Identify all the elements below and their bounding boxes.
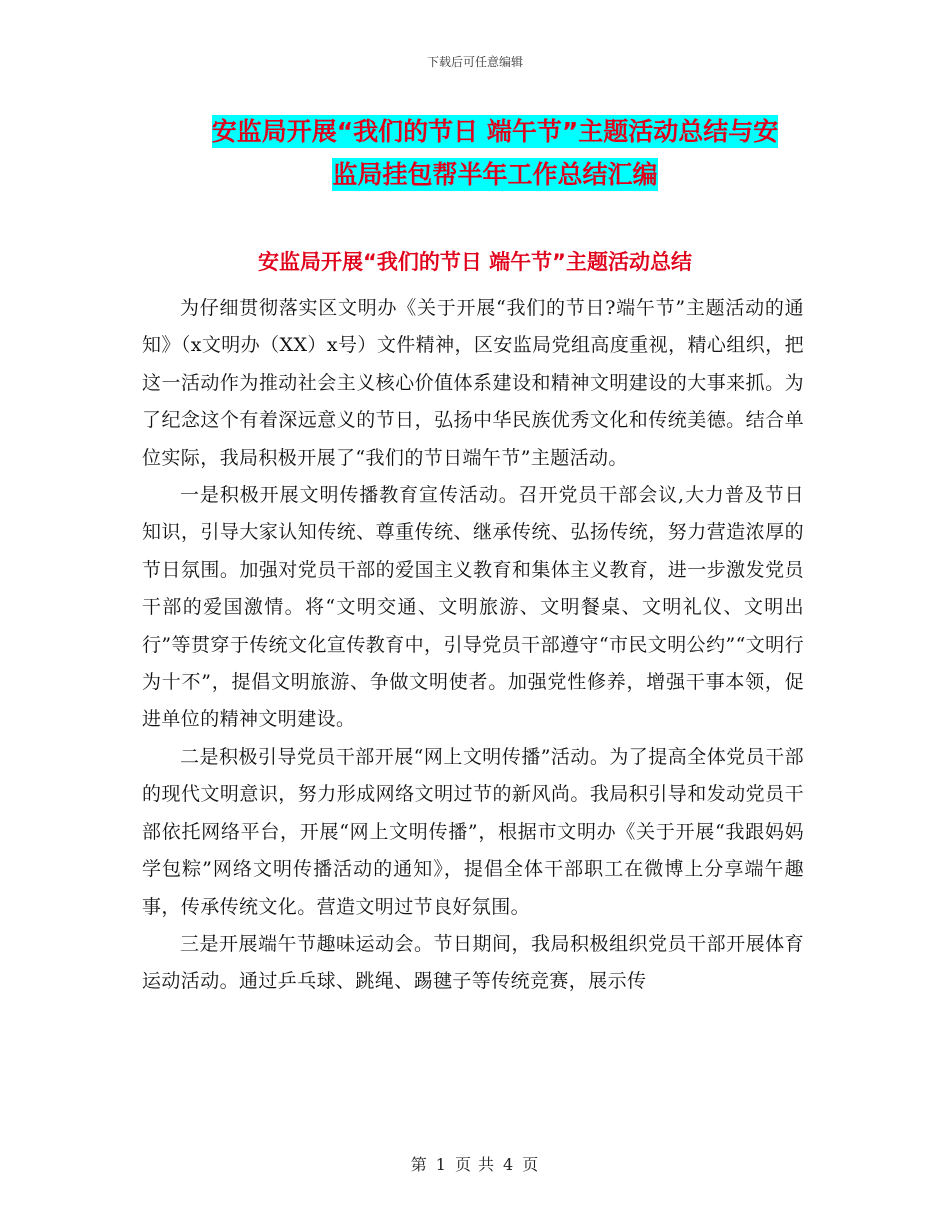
paragraph-intro: 为仔细贯彻落实区文明办《关于开展“我们的节日?端午节”主题活动的通知》（x文明办（XX）x号）文件精神，区安监局党组高度重视，精心组织，把这一活动作为推动社会主义核心价值体系建设和精神文明建设的大事来抓。为了纪念这个有着深远意义的节日，弘扬中华民族优秀文化和传统美德。结合单位实际，我局积极开展了“我们的节日端午节”主题活动。 xyxy=(142,297,804,469)
footer-suffix: 页 xyxy=(522,1155,540,1174)
document-body xyxy=(142,290,804,1001)
section-title: 安监局开展“我们的节日 端午节”主题活动总结 xyxy=(258,250,692,274)
page-footer xyxy=(0,1152,950,1175)
footer-middle: 页 共 xyxy=(454,1155,496,1174)
header-note: 下载后可任意编辑 xyxy=(426,55,523,69)
document-title-line2: 监局挂包帮半年工作总结汇编 xyxy=(332,160,658,189)
footer-prefix: 第 xyxy=(410,1155,428,1174)
document-title-line1: 安监局开展“我们的节日 端午节”主题活动总结与安 xyxy=(211,117,779,146)
paragraph-item-3: 三是开展端午节趣味运动会。节日期间，我局积极组织党员干部开展体育运动活动。通过乒乓球、跳绳、踢毽子等传统竞赛，展示传 xyxy=(142,932,804,993)
document-title xyxy=(170,110,820,196)
paragraph-item-1: 一是积极开展文明传播教育宣传活动。召开党员干部会议,大力普及节日知识，引导大家认知传统、尊重传统、继承传统、弘扬传统，努力营造浓厚的节日氛围。加强对党员干部的爱国主义教育和集体主义教育，进一步激发党员干部的爱国激情。将“文明交通、文明旅游、文明餐桌、文明礼仪、文明出行”等贯穿于传统文化宣传教育中，引导党员干部遵守“市民文明公约”“文明行为十不”，提倡文明旅游、争做文明使者。加强党性修养，增强干事本领，促进单位的精神文明建设。 xyxy=(142,484,804,731)
paragraph-item-2: 二是积极引导党员干部开展“网上文明传播”活动。为了提高全体党员干部的现代文明意识，努力形成网络文明过节的新风尚。我局积引导和发动党员干部依托网络平台，开展“网上文明传播”，根据市文明办《关于开展“我跟妈妈学包粽”网络文明传播活动的通知》，提倡全体干部职工在微博上分享端午趣事，传承传统文化。营造文明过节良好氛围。 xyxy=(142,745,804,918)
total-pages: 4 xyxy=(503,1155,515,1174)
current-page-number: 1 xyxy=(435,1155,447,1174)
